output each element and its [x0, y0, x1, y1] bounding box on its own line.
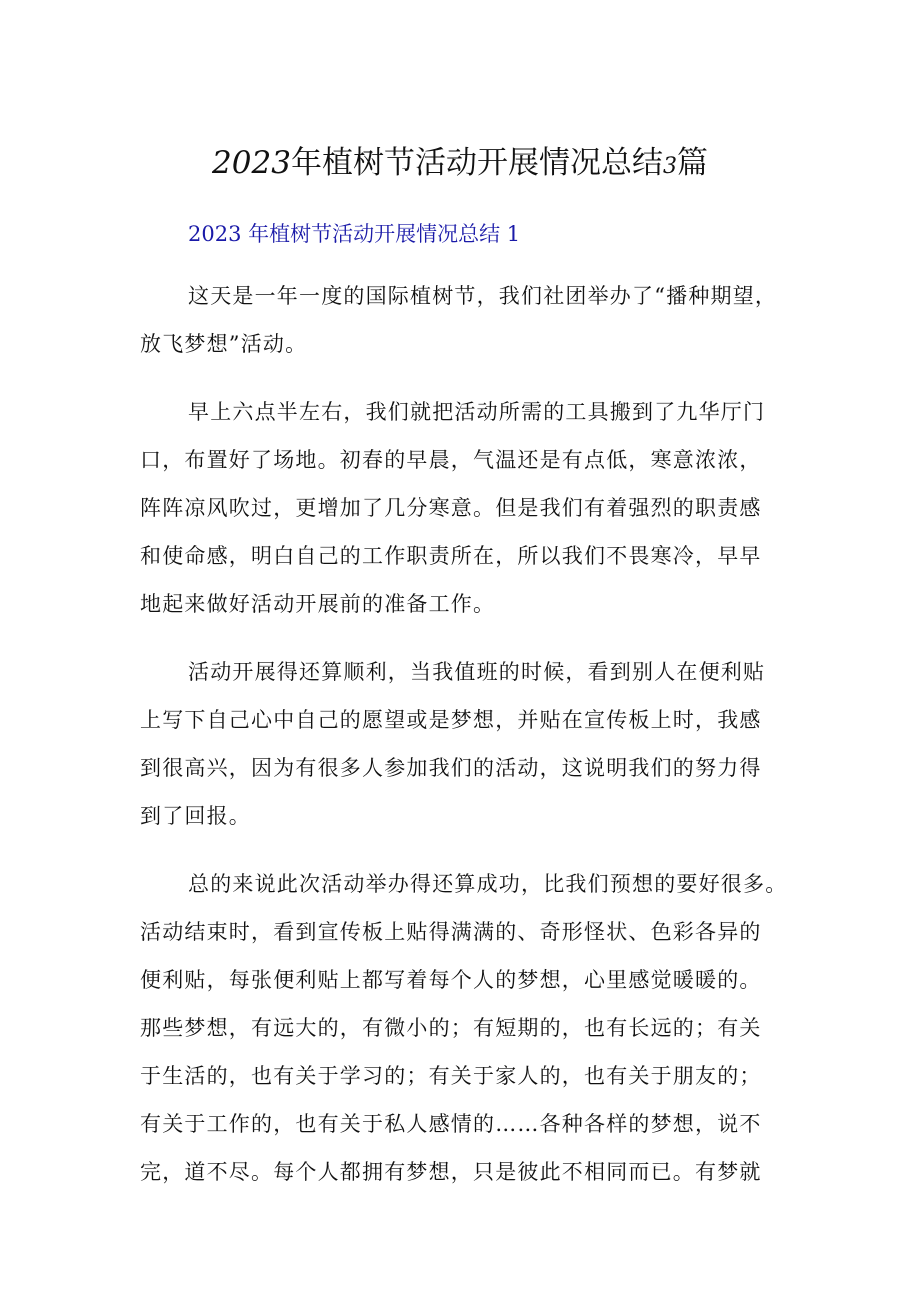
- paragraph-line: 到了回报。: [140, 804, 251, 828]
- paragraph-line: 阵阵凉风吹过，更增加了几分寒意。但是我们有着强烈的职责感: [140, 496, 762, 520]
- paragraph-line: 口，布置好了场地。初春的早晨，气温还是有点低，寒意浓浓，: [140, 448, 762, 472]
- paragraph-line: 有关于工作的，也有关于私人感情的……各种各样的梦想，说不: [140, 1112, 762, 1136]
- paragraph-line: 活动结束时，看到宣传板上贴得满满的、奇形怪状、色彩各异的: [140, 920, 762, 944]
- paragraph-line: 活动开展得还算顺利，当我值班的时候，看到别人在便利贴: [188, 660, 766, 684]
- paragraph-line: 总的来说此次活动举办得还算成功，比我们预想的要好很多。: [188, 872, 788, 896]
- title-main: 年植树节活动开展情况总结: [290, 145, 663, 181]
- paragraph-1: [140, 272, 800, 368]
- paragraph-3: [140, 648, 800, 840]
- paragraph-line: 上写下自己心中自己的愿望或是梦想，并贴在宣传板上时，我感: [140, 708, 762, 732]
- section-heading: 2023 年植树节活动开展情况总结 1: [188, 222, 521, 246]
- paragraph-line: 完，道不尽。每个人都拥有梦想，只是彼此不相同而已。有梦就: [140, 1160, 762, 1184]
- paragraph-line: 和使命感，明白自己的工作职责所在，所以我们不畏寒冷，早早: [140, 544, 762, 568]
- paragraph-line: 于生活的，也有关于学习的；有关于家人的，也有关于朋友的；: [140, 1064, 762, 1088]
- paragraph-line: 放飞梦想”活动。: [140, 332, 308, 356]
- title-count: 3: [662, 154, 677, 179]
- paragraph-2: [140, 388, 800, 628]
- paragraph-line: 那些梦想，有远大的，有微小的；有短期的，也有长远的；有关: [140, 1016, 762, 1040]
- document-title: [0, 138, 920, 192]
- paragraph-line: 便利贴，每张便利贴上都写着每个人的梦想，心里感觉暖暖的。: [140, 968, 762, 992]
- paragraph-line: 地起来做好活动开展前的准备工作。: [140, 592, 496, 616]
- paragraph-line: 这天是一年一度的国际植树节，我们社团举办了“播种期望，: [188, 284, 778, 308]
- paragraph-line: 早上六点半左右，我们就把活动所需的工具搬到了九华厅门: [188, 400, 766, 424]
- paragraph-4: [140, 860, 800, 1196]
- title-suffix: 篇: [676, 145, 708, 181]
- title-year: 2023: [212, 145, 291, 181]
- document-body: [140, 272, 800, 1216]
- paragraph-line: 到很高兴，因为有很多人参加我们的活动，这说明我们的努力得: [140, 756, 762, 780]
